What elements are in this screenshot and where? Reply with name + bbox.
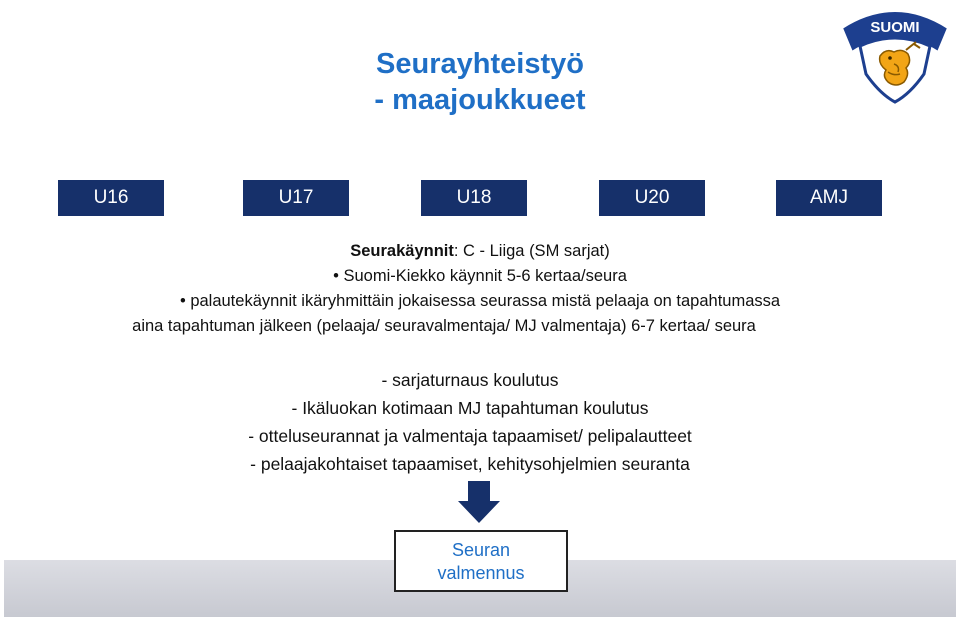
age-group-row — [0, 180, 960, 216]
training-list — [0, 366, 940, 478]
visits-bullet-2-text: palautekäynnit ikäryhmittäin jokaisessa seurassa mistä pelaaja on tapahtumassa — [190, 292, 781, 310]
logo-text: SUOMI — [870, 19, 920, 36]
result-line-2: valmennus — [437, 563, 525, 583]
visits-bullet-1: • Suomi-Kiekko käynnit 5-6 kertaa/seura — [333, 267, 627, 285]
age-box-u16: U16 — [58, 180, 164, 216]
training-item: - pelaajakohtaiset tapaamiset, kehitysohjelmien seuranta — [250, 454, 690, 474]
visits-bullet-2: • palautekäynnit ikäryhmittäin jokaisessa seurassa mistä pelaaja on tapahtumassa — [179, 292, 781, 310]
visits-heading — [0, 238, 960, 264]
visits-bullet-1-text: Suomi-Kiekko käynnit 5-6 kertaa/seura — [343, 267, 627, 285]
slide-title-line-2: - maajoukkueet — [374, 84, 586, 116]
visits-heading-rest: : C - Liiga (SM sarjat) — [453, 242, 610, 260]
training-item: - Ikäluokan kotimaan MJ tapahtuman koulutus — [291, 398, 649, 418]
visits-heading-bold: Seurakäynnit — [350, 242, 454, 260]
age-box-u18: U18 — [421, 180, 527, 216]
result-line-1: Seuran — [451, 540, 511, 560]
arrow-down-icon — [456, 479, 502, 525]
visits-bullet-2-continuation: aina tapahtuman jälkeen (pelaaja/ seuravalmentaja/ MJ valmentaja) 6-7 kertaa/ seura — [132, 317, 756, 335]
club-coaching-box — [394, 530, 568, 592]
slide-title-line-1: Seurayhteistyö — [376, 48, 584, 80]
suomi-logo — [834, 2, 956, 106]
slide-title — [300, 46, 660, 118]
age-box-u17: U17 — [243, 180, 349, 216]
age-box-u20: U20 — [599, 180, 705, 216]
training-item: - sarjaturnaus koulutus — [381, 370, 559, 390]
age-box-amj: AMJ — [776, 180, 882, 216]
training-item: - otteluseurannat ja valmentaja tapaamiset/ pelipalautteet — [248, 426, 692, 446]
